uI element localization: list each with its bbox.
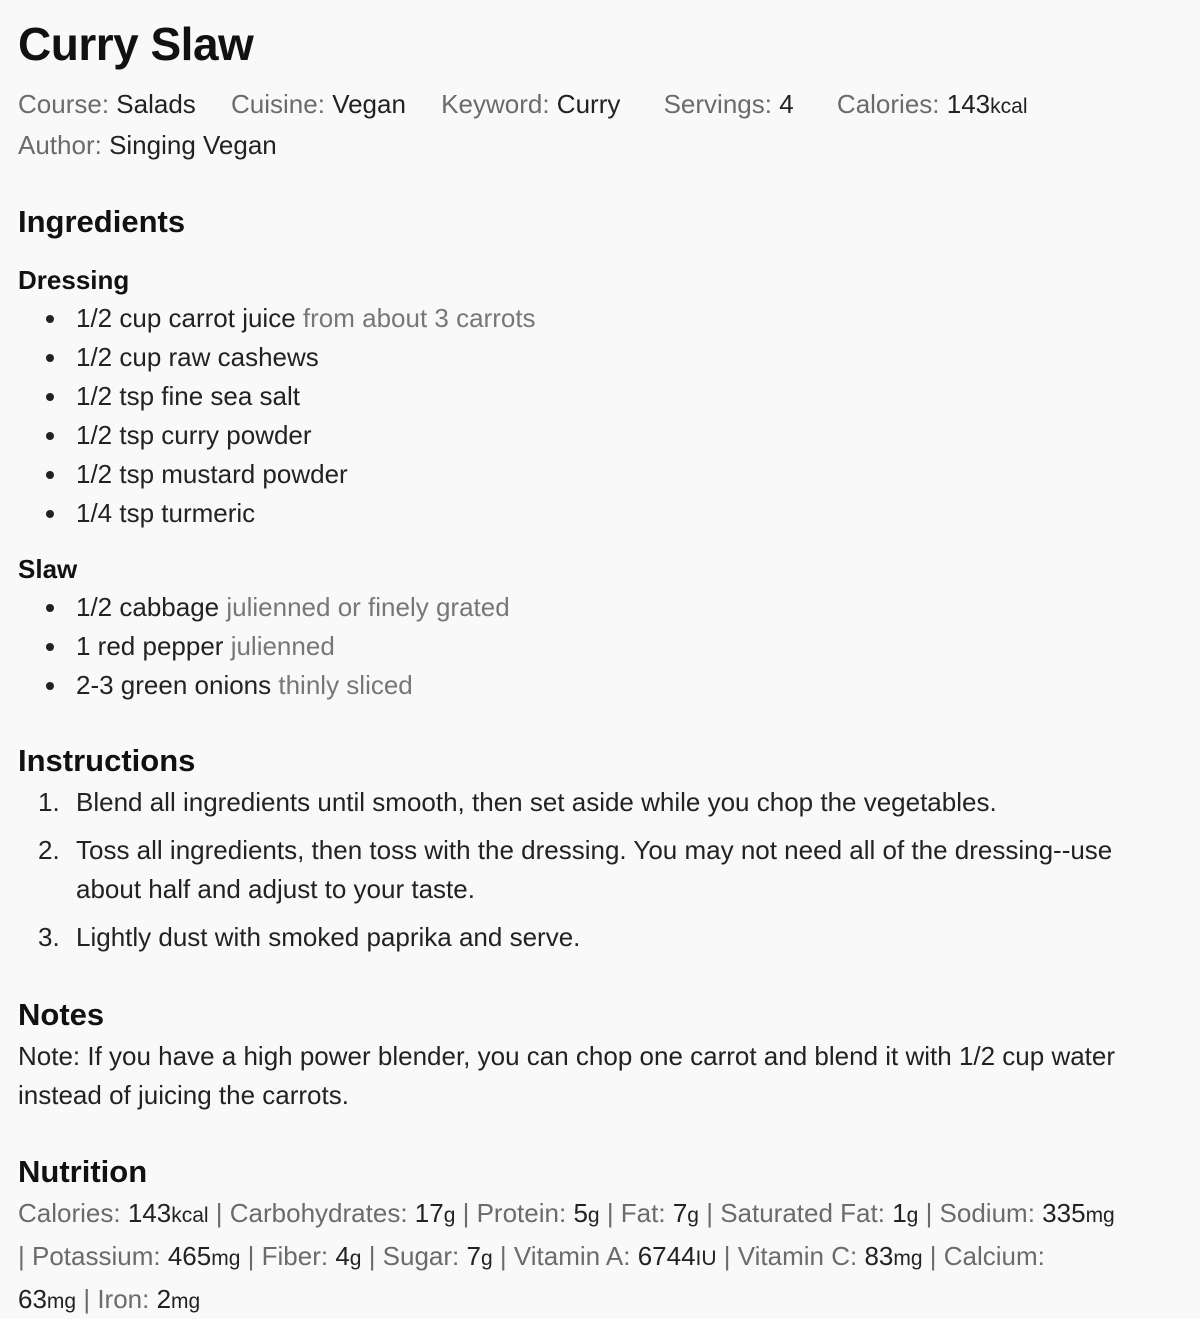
nutrition-heading: Nutrition: [18, 1154, 148, 1189]
nutrition-item: Fat: 7g: [620, 1198, 699, 1228]
ingredient-item: 1/2 tsp fine sea salt: [18, 380, 536, 419]
ingredients-heading: Ingredients: [18, 204, 186, 239]
ingredient-group-dressing: Dressing: [18, 265, 130, 295]
instruction-step: 2. Toss all ingredients, then toss with the dressing. You may not need all of the dressing--use about half and adjust to your taste.: [38, 835, 1113, 904]
nutrition-item: Fiber: 4g: [261, 1241, 362, 1271]
ingredient-item: 1/2 cup raw cashews: [18, 341, 536, 380]
ingredient-item: 2-3 green onions thinly sliced: [18, 669, 510, 708]
nutrition-item: Protein: 5g: [476, 1198, 600, 1228]
ingredient-item: 1/4 tsp turmeric: [18, 497, 536, 536]
nutrition-item: Calories: 143kcal: [18, 1198, 209, 1228]
nutrition-item: Vitamin C: 83mg: [737, 1241, 923, 1271]
dressing-ingredient-list: [18, 302, 536, 536]
nutrition-item: Iron: 2mg: [97, 1284, 201, 1314]
meta-author: Author: Singing Vegan: [18, 130, 277, 160]
instructions-heading: Instructions: [18, 743, 196, 778]
meta-cuisine: Cuisine: Vegan: [231, 89, 406, 119]
notes-text: Note: If you have a high power blender, you can chop one carrot and blend it with 1/2 cup water instead of juicing the carrots.: [18, 1041, 1116, 1110]
meta-course: Course: Salads: [18, 89, 196, 119]
nutrition-item: Potassium: 465mg: [31, 1241, 241, 1271]
ingredient-group-slaw: Slaw: [18, 554, 78, 584]
recipe-author-row: [18, 129, 277, 161]
nutrition-item: Calcium: 63mg: [18, 1241, 1045, 1314]
slaw-ingredient-list: [18, 591, 510, 708]
meta-servings: Servings: 4: [663, 89, 794, 119]
ingredient-item: 1/2 tsp curry powder: [18, 419, 536, 458]
nutrition-item: Carbohydrates: 17g: [229, 1198, 456, 1228]
recipe-meta-row: [18, 88, 1028, 123]
ingredient-item: 1/2 tsp mustard powder: [18, 458, 536, 497]
ingredient-item: 1/2 cup carrot juice from about 3 carrots: [18, 302, 536, 341]
notes-heading: Notes: [18, 997, 105, 1032]
nutrition-item: Saturated Fat: 1g: [720, 1198, 919, 1228]
meta-keyword: Keyword: Curry: [441, 89, 621, 119]
ingredient-item: 1 red pepper julienned: [18, 630, 510, 669]
meta-calories: Calories: 143kcal: [836, 89, 1028, 119]
instruction-step: 1. Blend all ingredients until smooth, then set aside while you chop the vegetables.: [38, 787, 997, 817]
ingredient-item: 1/2 cabbage julienned or finely grated: [18, 591, 510, 630]
recipe-title: Curry Slaw: [18, 18, 254, 70]
nutrition-item: Sugar: 7g: [382, 1241, 493, 1271]
nutrition-item: Vitamin A: 6744IU: [513, 1241, 717, 1271]
instruction-step: 3. Lightly dust with smoked paprika and serve.: [38, 922, 581, 952]
instructions-list: [18, 783, 1178, 957]
nutrition-facts: Calories: 143kcal | Carbohydrates: 17g | Protein: 5g | Fat: 7g | Saturated Fat: 1g | Sodium: 335mg | Potassium: 465mg | Fiber: 4g | Sugar: 7g | Vitamin A: 6744IU | Vitamin C: 83mg | Calcium: 63mg | Iron: 2mg: [18, 1198, 1115, 1314]
nutrition-item: Sodium: 335mg: [939, 1198, 1115, 1228]
